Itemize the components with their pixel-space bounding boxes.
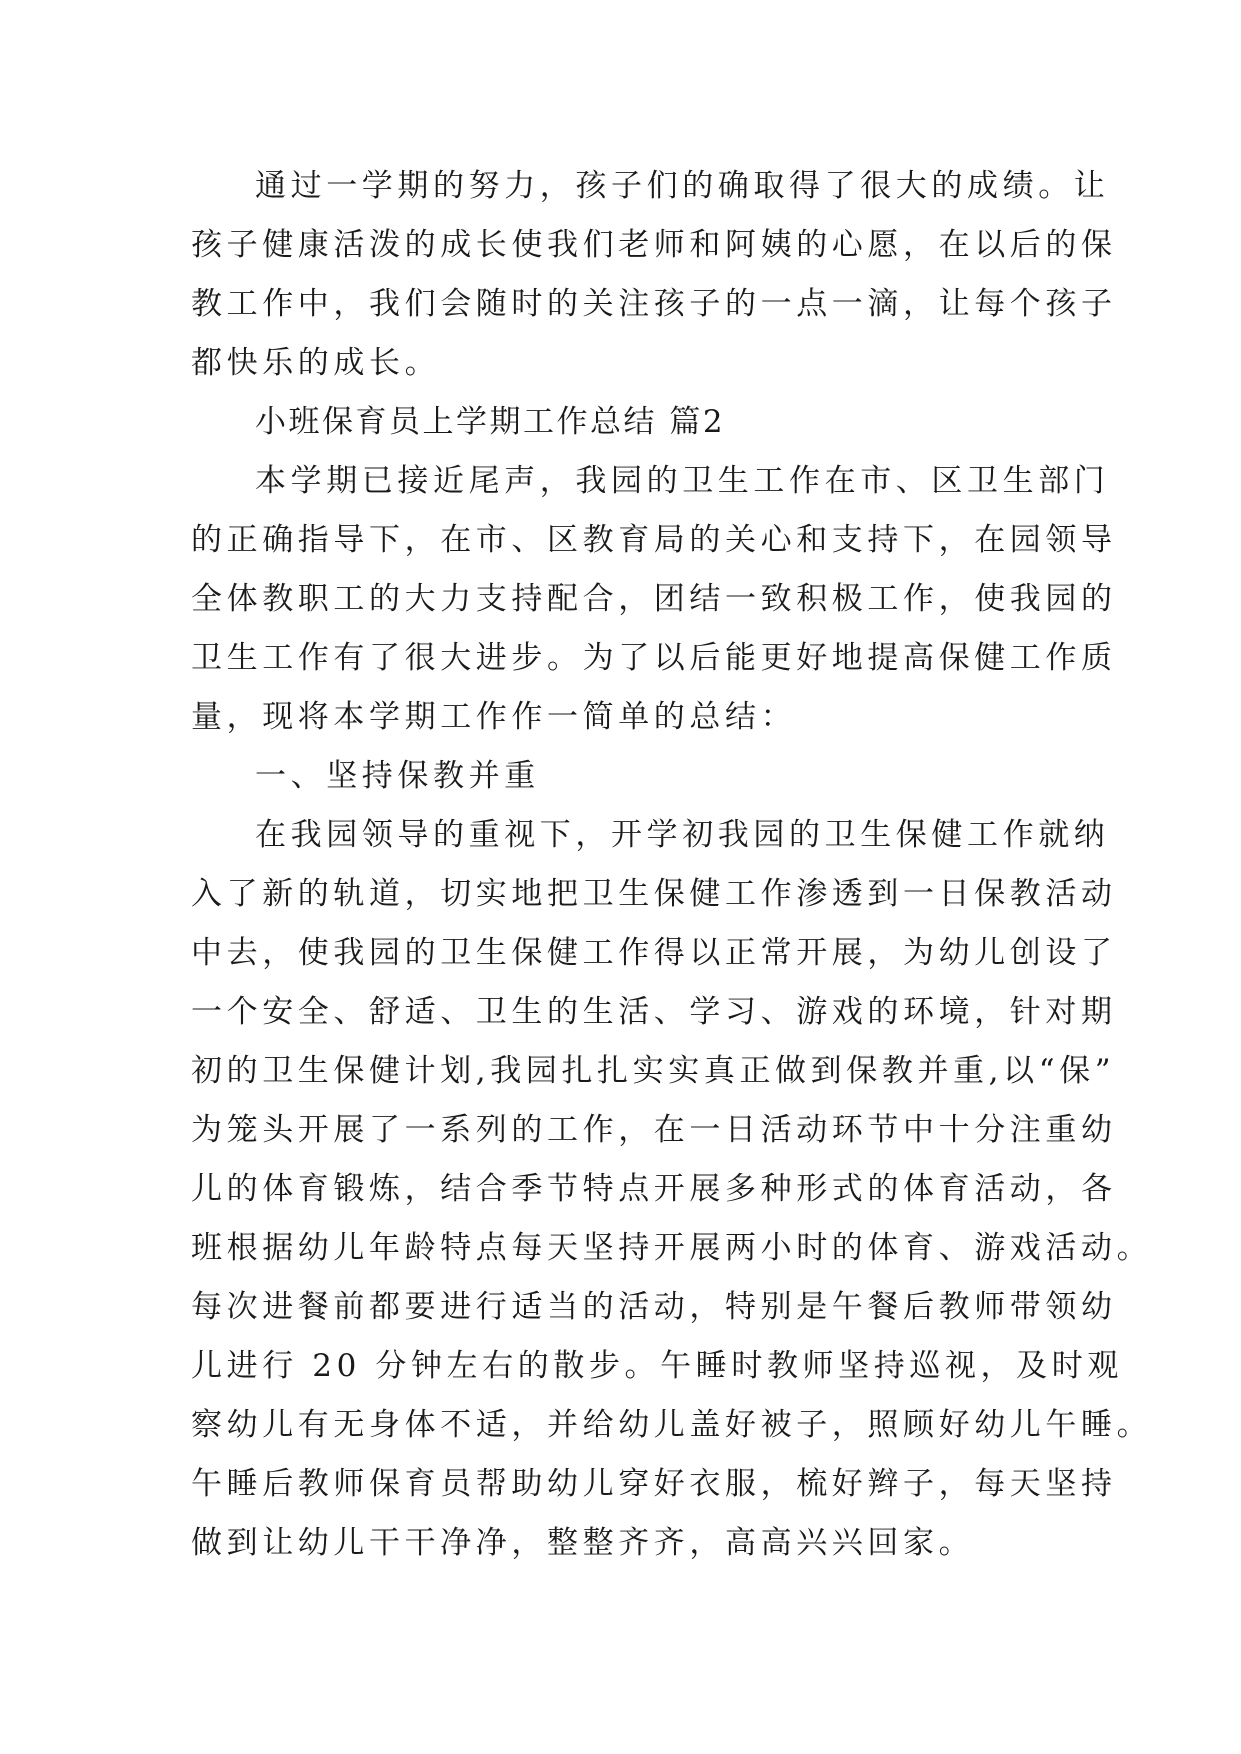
paragraph-line: 量，现将本学期工作作一简单的总结： <box>191 699 797 735</box>
paragraph-line: 一个安全、舒适、卫生的生活、学习、游戏的环境，针对期 <box>191 994 1117 1030</box>
paragraph-line: 班根据幼儿年龄特点每天坚持开展两小时的体育、游戏活动。 <box>191 1230 1153 1266</box>
paragraph-line: 每次进餐前都要进行适当的活动，特别是午餐后教师带领幼 <box>191 1289 1117 1325</box>
paragraph-line: 入了新的轨道，切实地把卫生保健工作渗透到一日保教活动 <box>191 876 1117 912</box>
paragraph-line: 午睡后教师保育员帮助幼儿穿好衣服，梳好辫子，每天坚持 <box>191 1466 1117 1502</box>
paragraph-line: 中去，使我园的卫生保健工作得以正常开展，为幼儿创设了 <box>191 935 1117 971</box>
paragraph-line: 的正确指导下，在市、区教育局的关心和支持下，在园领导 <box>191 522 1117 558</box>
paragraph-line: 本学期已接近尾声，我园的卫生工作在市、区卫生部门 <box>255 463 1110 499</box>
paragraph-line: 孩子健康活泼的成长使我们老师和阿姨的心愿，在以后的保 <box>191 227 1117 263</box>
paragraph-line: 全体教职工的大力支持配合，团结一致积极工作，使我园的 <box>191 581 1117 617</box>
paragraph-line: 为笼头开展了一系列的工作，在一日活动环节中十分注重幼 <box>191 1112 1117 1148</box>
paragraph-line: 通过一学期的努力，孩子们的确取得了很大的成绩。让 <box>255 168 1110 204</box>
paragraph-line: 儿的体育锻炼，结合季节特点开展多种形式的体育活动，各 <box>191 1171 1117 1207</box>
paragraph-line: 教工作中，我们会随时的关注孩子的一点一滴，让每个孩子 <box>191 286 1117 322</box>
paragraph-line: 察幼儿有无身体不适，并给幼儿盖好被子，照顾好幼儿午睡。 <box>191 1407 1153 1443</box>
section-heading: 小班保育员上学期工作总结 篇2 <box>255 404 726 440</box>
paragraph-line: 卫生工作有了很大进步。为了以后能更好地提高保健工作质 <box>191 640 1117 676</box>
paragraph-line: 儿进行 20 分钟左右的散步。午睡时教师坚持巡视，及时观 <box>191 1348 1123 1384</box>
paragraph-line: 在我园领导的重视下，开学初我园的卫生保健工作就纳 <box>255 817 1110 853</box>
paragraph-line: 初的卫生保健计划,我园扎扎实实真正做到保教并重,以“保” <box>191 1053 1116 1089</box>
subheading: 一、坚持保教并重 <box>255 758 540 794</box>
paragraph-line: 做到让幼儿干干净净，整整齐齐，高高兴兴回家。 <box>191 1525 975 1561</box>
paragraph-line: 都快乐的成长。 <box>191 345 441 381</box>
